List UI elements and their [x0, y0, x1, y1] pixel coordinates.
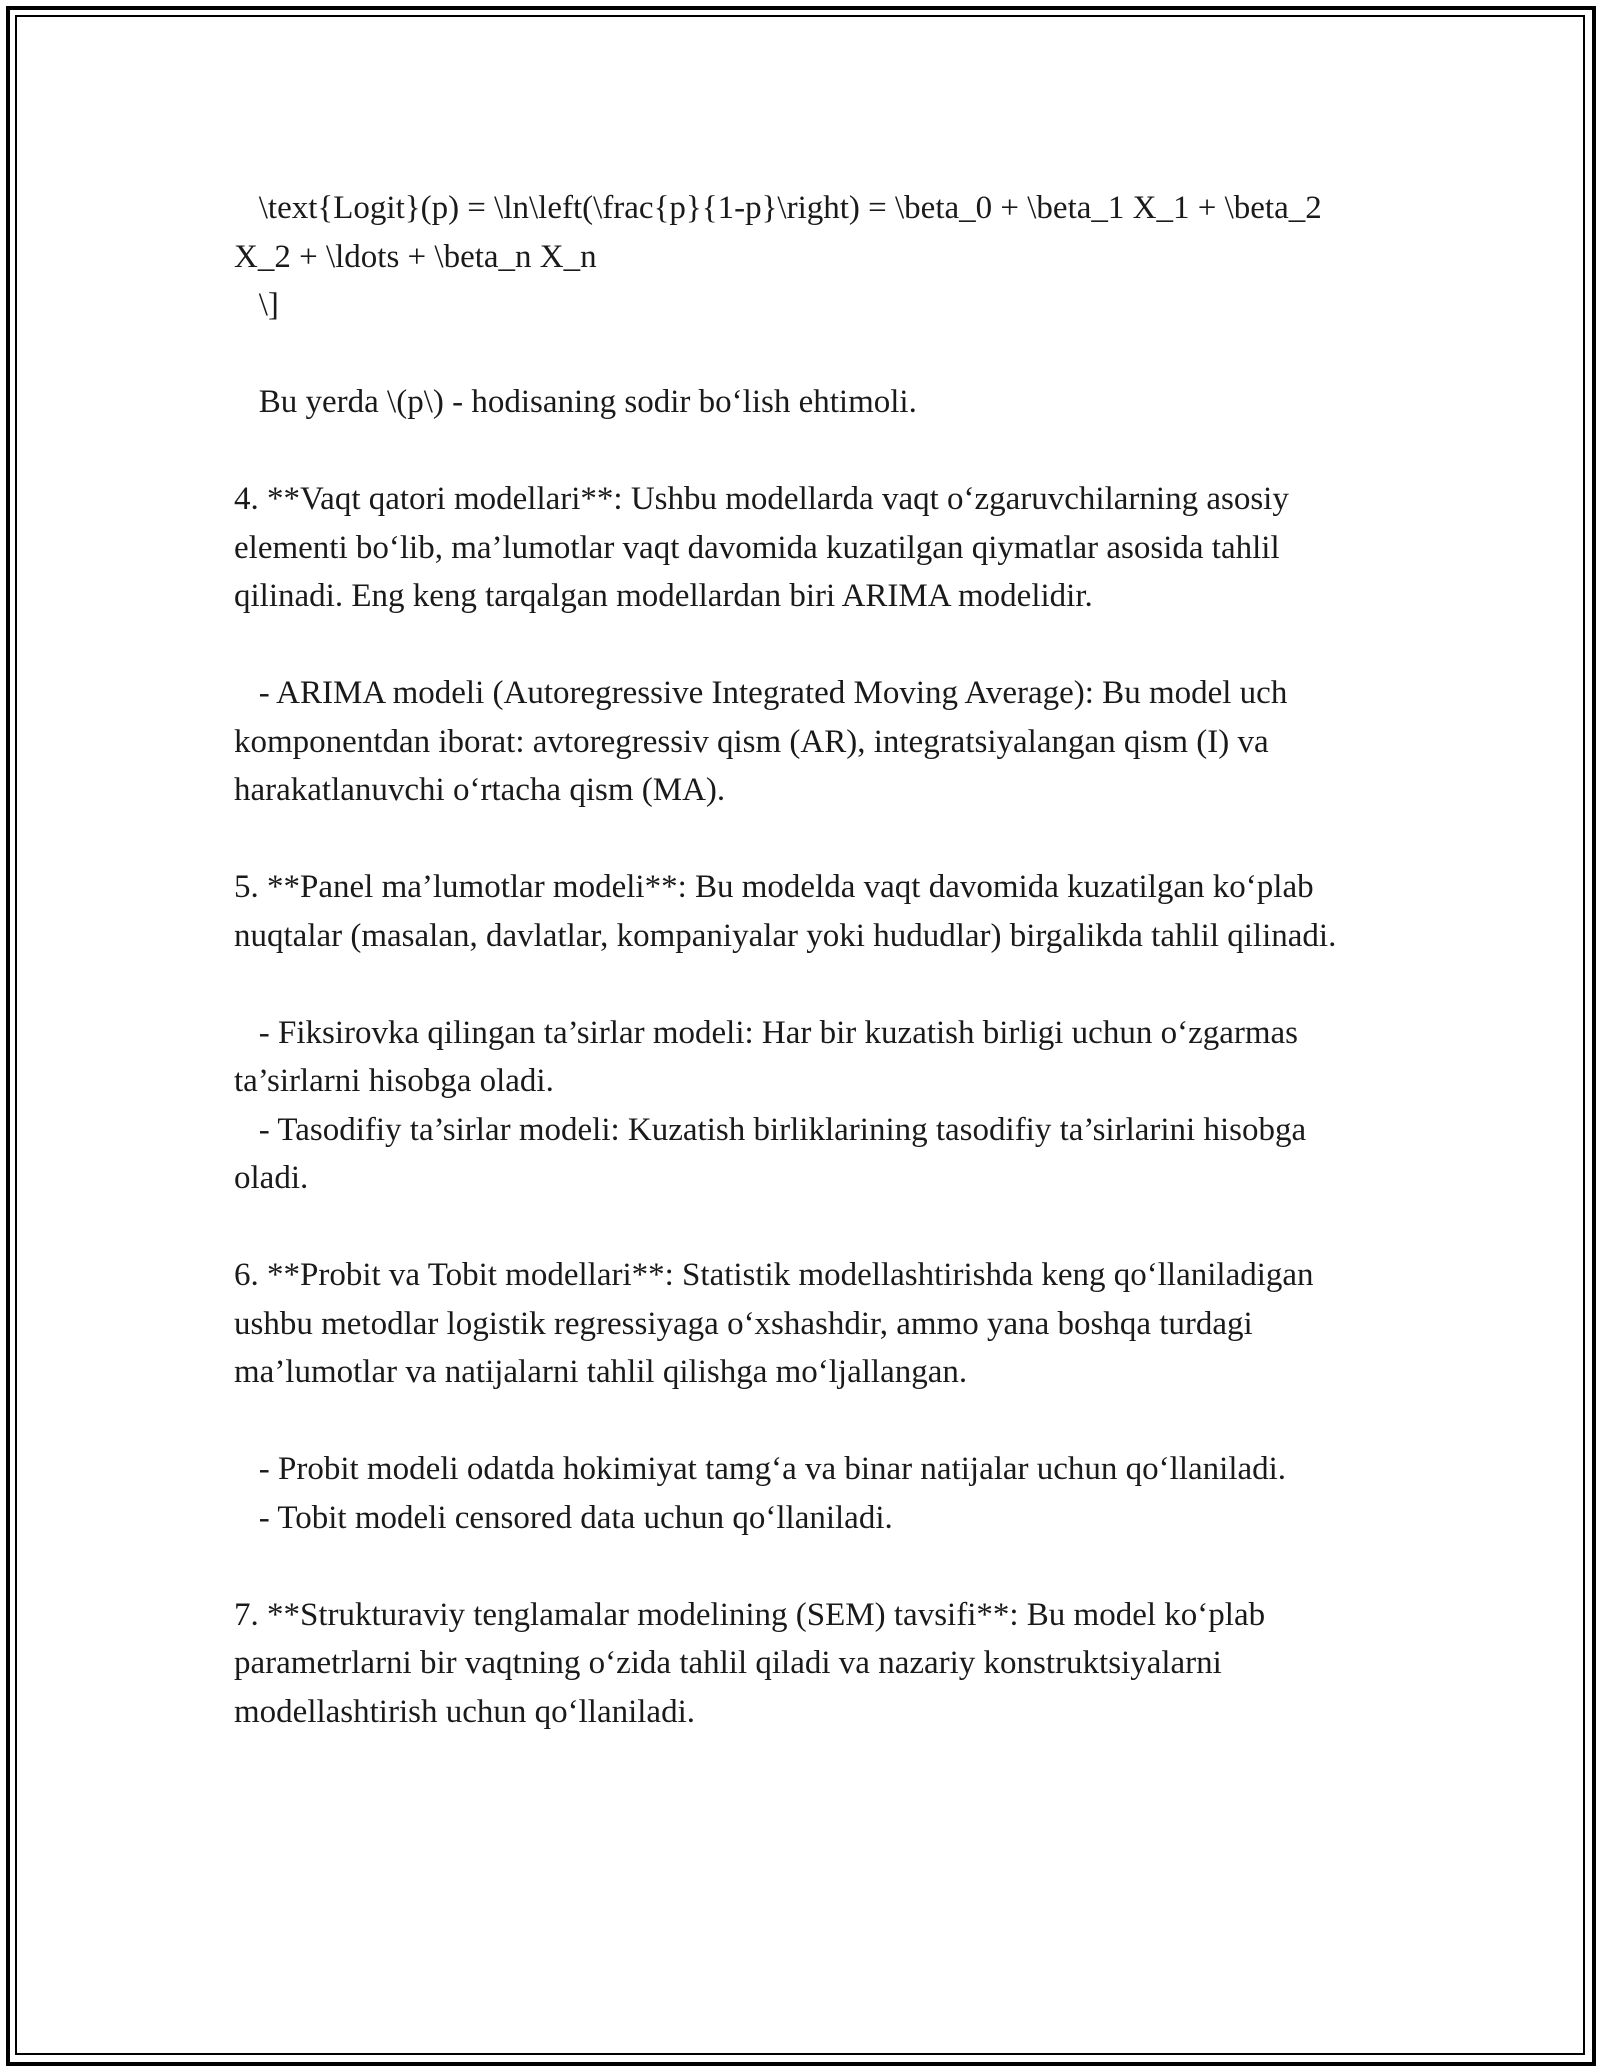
blank-line: [234, 1397, 1384, 1446]
blank-line: [234, 960, 1384, 1009]
arima-bullet: - ARIMA modeli (Autoregressive Integrated Moving Average): Bu model uch komponentdan iborat: avtoregressiv qism (AR), integratsiyalangan qism (I) va harakatlanuvchi o‘rtacha qism (MA).: [234, 675, 1296, 808]
section-7-sem: 7. **Strukturaviy tenglamalar modelining (SEM) tavsifi**: Bu model ko‘plab parametrlarni bir vaqtning o‘zida tahlil qiladi va nazariy konstruktsiyalarni modellashtirish uchun qo‘llaniladi.: [234, 1596, 1274, 1730]
blank-line: [234, 815, 1384, 864]
blank-line: [234, 621, 1384, 670]
section-5-panel-data: 5. **Panel ma’lumotlar modeli**: Bu modelda vaqt davomida kuzatilgan ko‘plab nuqtalar (masalan, davlatlar, kompaniyalar yoki hududlar) birgalikda tahlil qilinadi.: [234, 869, 1337, 954]
section-4-time-series: 4. **Vaqt qatori modellari**: Ushbu modellarda vaqt o‘zgaruvchilarning asosiy elementi bo‘lib, ma’lumotlar vaqt davomida kuzatilgan qiymatlar asosida tahlil qilinadi. Eng keng tarqalgan modellardan biri ARIMA modelidir.: [234, 481, 1298, 614]
blank-line: [234, 1542, 1384, 1591]
section-6-probit-tobit: 6. **Probit va Tobit modellari**: Statistik modellashtirishda keng qo‘llaniladigan ushbu metodlar logistik regressiyaga o‘xshashdir, ammo yana boshqa turdagi ma’lumotlar va natijalarni tahlil qilishga mo‘ljallangan.: [234, 1257, 1322, 1390]
logit-formula-line: \text{Logit}(p) = \ln\left(\frac{p}{1-p}\right) = \beta_0 + \beta_1 X_1 + \beta_2 X_2 + \ldots + \beta_n X_n: [234, 190, 1330, 275]
blank-line: [234, 1203, 1384, 1252]
formula-explanation: Bu yerda \(p\) - hodisaning sodir bo‘lish ehtimoli.: [234, 384, 917, 420]
blank-line: [234, 427, 1384, 476]
document-body: [234, 184, 1384, 1736]
fixed-effects-bullet: - Fiksirovka qilingan ta’sirlar modeli: Har bir kuzatish birligi uchun o‘zgarmas ta’sirlarni hisobga oladi.: [234, 1014, 1307, 1099]
probit-bullet: - Probit modeli odatda hokimiyat tamg‘a va binar natijalar uchun qo‘llaniladi.: [234, 1451, 1287, 1487]
blank-line: [234, 330, 1384, 379]
tobit-bullet: - Tobit modeli censored data uchun qo‘llaniladi.: [234, 1499, 893, 1536]
random-effects-bullet: - Tasodifiy ta’sirlar modeli: Kuzatish birliklarining tasodifiy ta’sirlarini hisobga oladi.: [234, 1111, 1315, 1196]
formula-close-line: \]: [234, 287, 279, 323]
